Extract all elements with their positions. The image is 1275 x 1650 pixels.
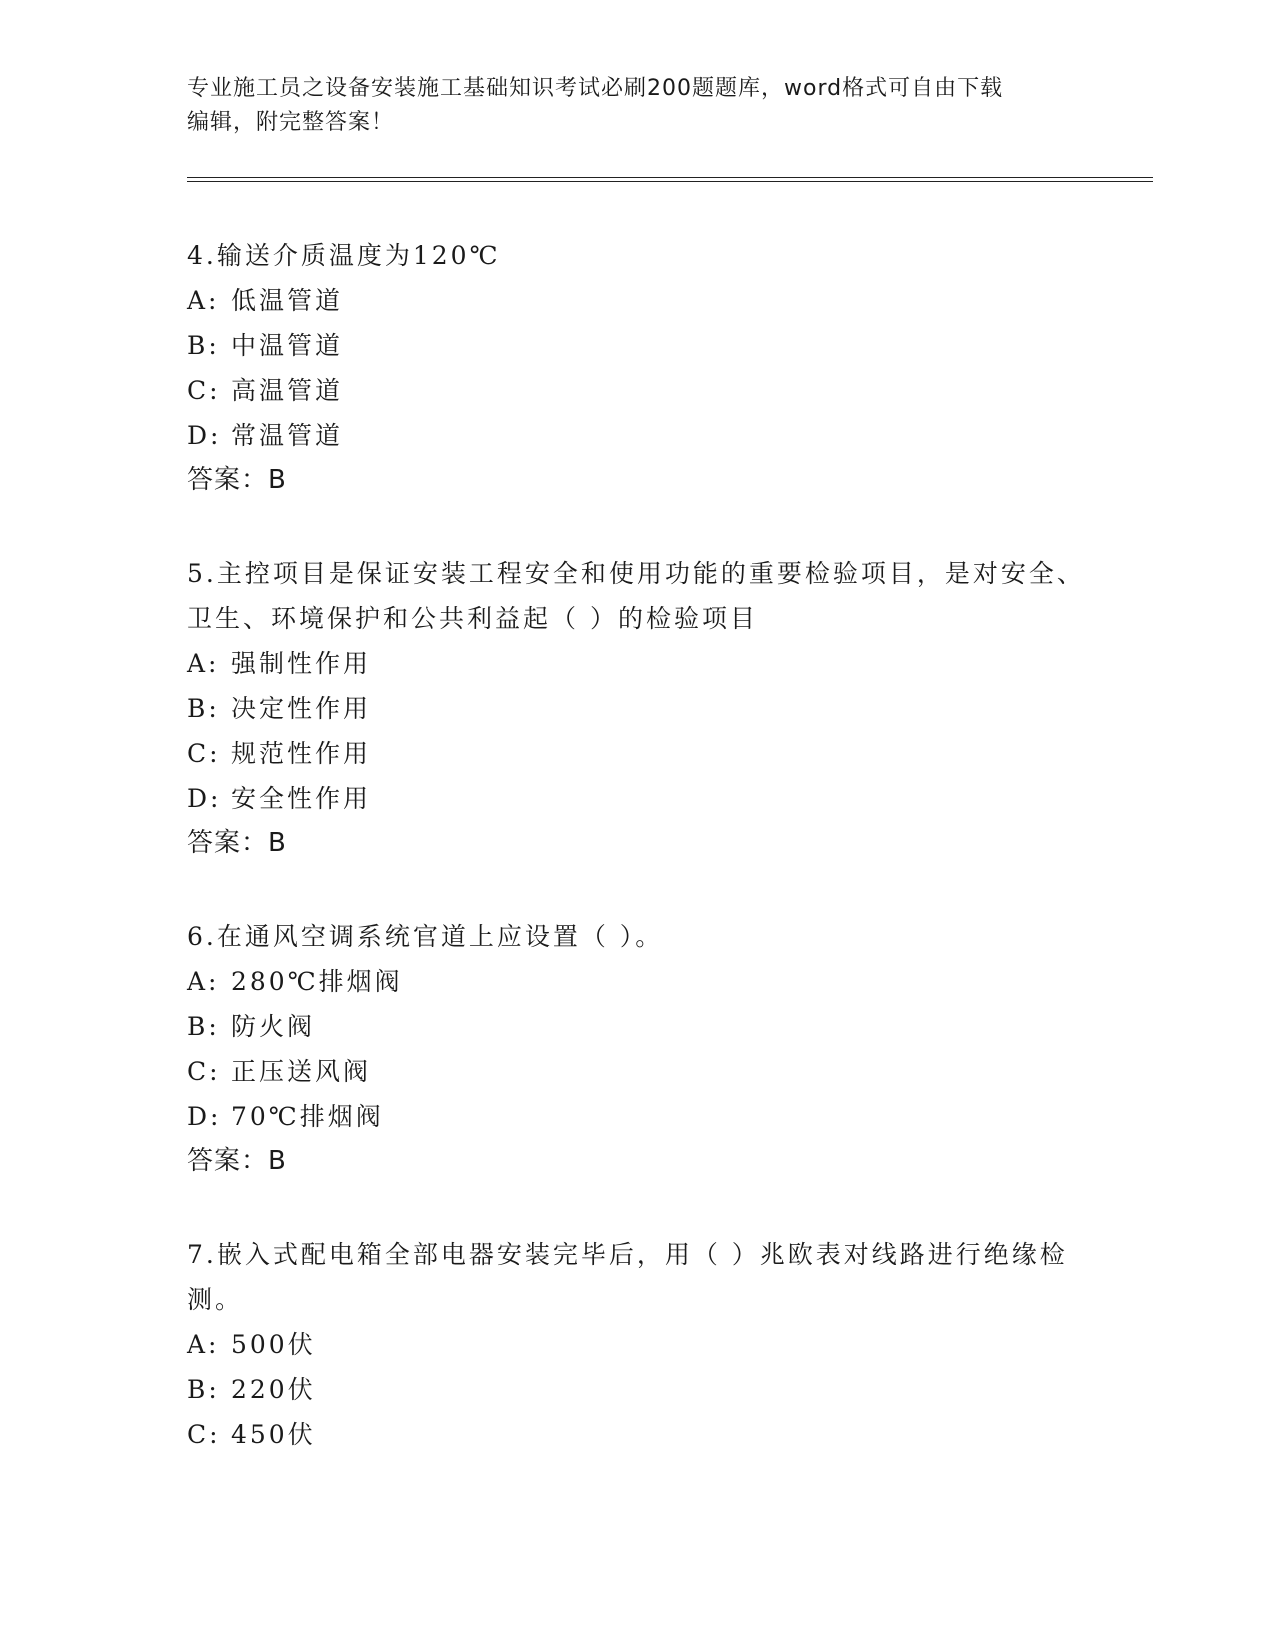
option-letter: C: [187, 1420, 221, 1449]
header-divider [187, 177, 1153, 182]
option-text: 450伏 [231, 1420, 316, 1449]
option-d [187, 776, 1087, 821]
option-text: 70℃排烟阀 [231, 1102, 384, 1131]
option-text: 中温管道 [231, 331, 344, 360]
option-letter: B: [187, 331, 220, 360]
option-b [187, 1367, 1087, 1412]
answer-line: 答案：B [187, 828, 287, 858]
option-text: 低温管道 [231, 286, 344, 315]
question-6 [187, 914, 1087, 1184]
option-a [187, 959, 1087, 1004]
option-text: 防火阀 [231, 1012, 316, 1041]
option-letter: C: [187, 376, 221, 405]
option-text: 安全性作用 [231, 784, 372, 813]
question-text: 4.输送介质温度为120℃ [187, 241, 501, 270]
option-a [187, 1322, 1087, 1367]
question-text: 6.在通风空调系统官道上应设置（ ）。 [187, 922, 664, 951]
option-letter: B: [187, 694, 220, 723]
answer-line: 答案：B [187, 465, 287, 495]
option-b [187, 686, 1087, 731]
question-7 [187, 1232, 1087, 1457]
document-header [187, 72, 1067, 140]
option-letter: A: [187, 286, 220, 315]
option-text: 常温管道 [231, 421, 344, 450]
option-letter: B: [187, 1012, 220, 1041]
header-title-line-2: 编辑，附完整答案！ [187, 110, 395, 135]
option-d [187, 1094, 1087, 1139]
question-4 [187, 233, 1087, 503]
option-letter: D: [187, 421, 222, 450]
option-text: 高温管道 [231, 376, 344, 405]
option-letter: A: [187, 649, 220, 678]
option-a [187, 278, 1087, 323]
question-list [187, 233, 1087, 1505]
option-letter: C: [187, 739, 221, 768]
option-letter: A: [187, 967, 220, 996]
option-text: 220伏 [231, 1375, 316, 1404]
question-5 [187, 551, 1087, 866]
option-b [187, 323, 1087, 368]
option-c [187, 731, 1087, 776]
option-text: 280℃排烟阀 [231, 967, 403, 996]
question-text: 5.主控项目是保证安装工程安全和使用功能的重要检验项目，是对安全、卫生、环境保护和公共利益起（ ）的检验项目 [187, 559, 1085, 633]
option-letter: B: [187, 1375, 220, 1404]
option-text: 500伏 [231, 1330, 316, 1359]
option-letter: C: [187, 1057, 221, 1086]
option-text: 强制性作用 [231, 649, 372, 678]
option-c [187, 1049, 1087, 1094]
option-text: 正压送风阀 [231, 1057, 372, 1086]
option-text: 决定性作用 [231, 694, 372, 723]
answer-line: 答案：B [187, 1146, 287, 1176]
option-a [187, 641, 1087, 686]
option-c [187, 1412, 1087, 1457]
header-title-line-1: 专业施工员之设备安装施工基础知识考试必刷200题题库，word格式可自由下载 [187, 76, 1004, 101]
option-d [187, 413, 1087, 458]
option-c [187, 368, 1087, 413]
option-b [187, 1004, 1087, 1049]
question-text: 7.嵌入式配电箱全部电器安装完毕后，用（ ）兆欧表对线路进行绝缘检测。 [187, 1240, 1068, 1314]
option-letter: D: [187, 1102, 222, 1131]
option-letter: A: [187, 1330, 220, 1359]
option-letter: D: [187, 784, 222, 813]
option-text: 规范性作用 [231, 739, 372, 768]
